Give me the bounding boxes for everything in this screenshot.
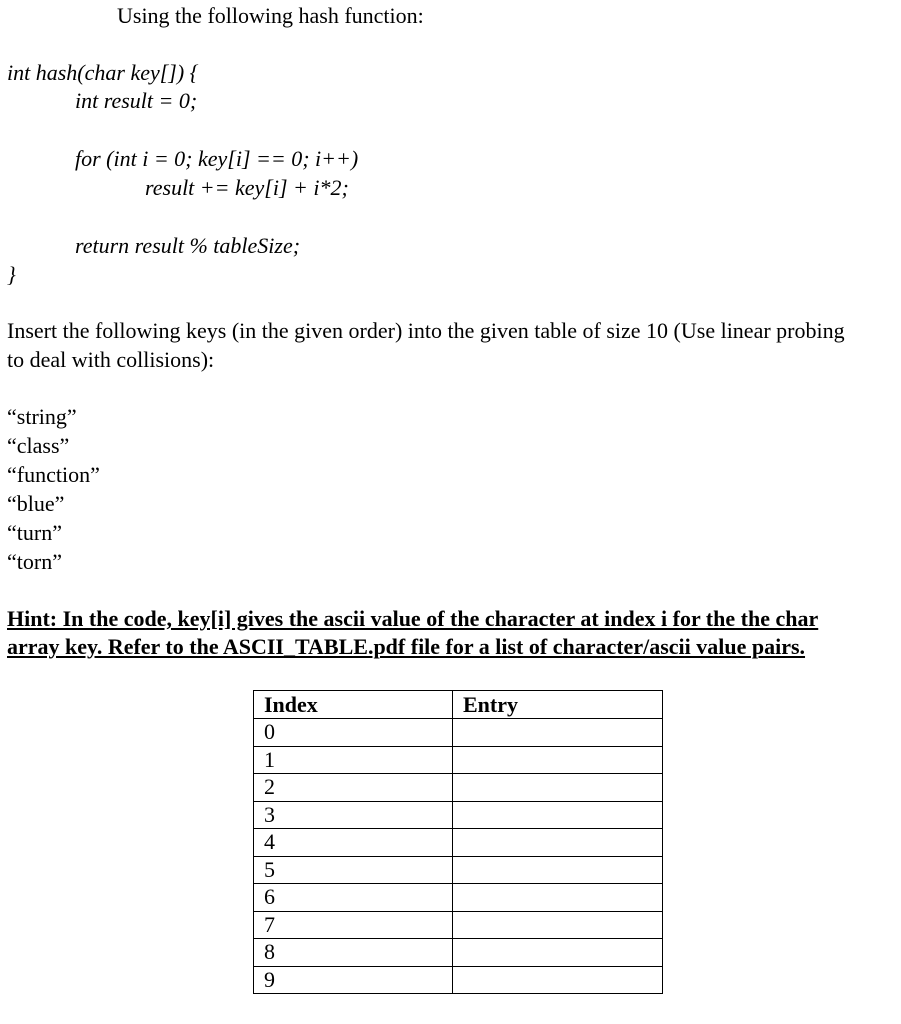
index-cell: 5 (254, 856, 453, 884)
instructions-line: to deal with collisions): (7, 347, 215, 372)
code-line: int hash(char key[]) { (7, 60, 199, 85)
index-cell: 6 (254, 884, 453, 912)
key-item: “string” (7, 404, 77, 429)
index-cell: 3 (254, 801, 453, 829)
code-line: for (int i = 0; key[i] == 0; i++) (75, 146, 359, 171)
table-row (254, 746, 663, 774)
index-cell: 0 (254, 719, 453, 747)
entry-cell[interactable] (453, 719, 663, 747)
instructions-line: Insert the following keys (in the given order) into the given table of size 10 (Use linear probing (7, 318, 845, 343)
key-item: “function” (7, 462, 100, 487)
entry-cell[interactable] (453, 911, 663, 939)
table-row (254, 774, 663, 802)
hint-line: Hint: In the code, key[i] gives the ascii value of the character at index i for the the char (7, 606, 819, 631)
entry-cell[interactable] (453, 801, 663, 829)
index-cell: 9 (254, 966, 453, 994)
entry-cell[interactable] (453, 774, 663, 802)
code-line: return result % tableSize; (75, 233, 301, 258)
index-cell: 1 (254, 746, 453, 774)
code-line: result += key[i] + i*2; (145, 175, 349, 200)
intro-text: Using the following hash function: (117, 3, 424, 28)
table-row (254, 884, 663, 912)
table-row (254, 911, 663, 939)
entry-cell[interactable] (453, 939, 663, 967)
hint-text (7, 605, 887, 661)
key-item: “class” (7, 433, 70, 458)
key-item: “turn” (7, 520, 62, 545)
table-header-row (254, 691, 663, 719)
table-row (254, 801, 663, 829)
hint-line: array key. Refer to the ASCII_TABLE.pdf file for a list of character/ascii value pairs. (7, 634, 806, 659)
entry-header: Entry (453, 691, 663, 719)
index-cell: 8 (254, 939, 453, 967)
entry-cell[interactable] (453, 966, 663, 994)
index-cell: 7 (254, 911, 453, 939)
index-cell: 4 (254, 829, 453, 857)
table-row (254, 829, 663, 857)
entry-cell[interactable] (453, 829, 663, 857)
key-item: “blue” (7, 491, 65, 516)
index-cell: 2 (254, 774, 453, 802)
key-item: “torn” (7, 549, 62, 574)
table-row (254, 939, 663, 967)
entry-cell[interactable] (453, 884, 663, 912)
code-line: int result = 0; (75, 88, 198, 113)
table-row (254, 856, 663, 884)
entry-cell[interactable] (453, 856, 663, 884)
code-line: } (7, 262, 16, 287)
table-row (254, 719, 663, 747)
index-header: Index (254, 691, 453, 719)
entry-cell[interactable] (453, 746, 663, 774)
hash-table (253, 690, 663, 994)
table-row (254, 966, 663, 994)
